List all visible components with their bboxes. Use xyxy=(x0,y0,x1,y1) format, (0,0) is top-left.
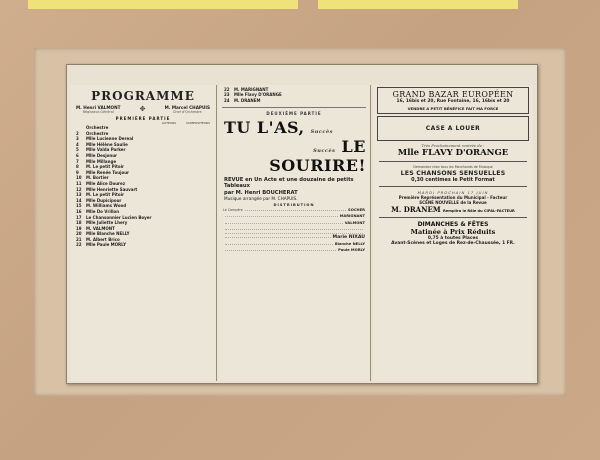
flavy-name: Mlle FLAVY D'ORANGE xyxy=(397,148,509,158)
chef xyxy=(165,105,210,114)
item-performer: Mlle Alice Dourez xyxy=(86,180,126,186)
item-number: 16 xyxy=(76,208,82,214)
leader-dots xyxy=(225,234,331,238)
item-performer: M. Bortier xyxy=(86,175,109,181)
item-number: 22 xyxy=(76,242,82,248)
succes-label-1: Succès xyxy=(310,129,333,136)
item-number: 23 xyxy=(224,92,230,98)
item-number: 8 xyxy=(76,164,79,170)
programme-staff xyxy=(70,105,216,114)
chef-name: M. Marcel CHAPUIS xyxy=(164,105,210,110)
revue-title-2-text: LE SOURIRE! xyxy=(269,137,366,176)
item-number: 13 xyxy=(76,192,82,198)
col-compositeurs: COMPOSITEURS xyxy=(186,121,210,125)
leader-dots xyxy=(225,241,333,245)
item-performer: Mlle Dupicipour xyxy=(86,197,122,203)
fleur-ornament-icon: ✥ xyxy=(139,105,146,113)
flavy-intro: Très Prochainement rentrée de : xyxy=(421,143,485,148)
tape-strip-right xyxy=(318,0,518,9)
item-performer: M. Williams Wood xyxy=(86,203,127,209)
revue-top-list xyxy=(218,85,370,105)
item-performer: Mlle Valda Parker xyxy=(86,147,126,153)
chef-role: Chef d'Orchestre xyxy=(173,110,202,114)
item-number: 4 xyxy=(76,141,79,147)
dranem-line xyxy=(373,205,533,214)
item-performer: M. VALMONT xyxy=(86,225,115,231)
revue-description xyxy=(218,175,370,201)
actor-name: Blanche NELLY xyxy=(334,241,365,246)
item-number: 14 xyxy=(76,197,82,203)
revue-panel xyxy=(218,85,371,381)
item-number: 12 xyxy=(76,186,82,192)
programme-panel xyxy=(70,85,217,381)
item-number: 6 xyxy=(76,152,79,158)
item-performer: Mlle Desjonur xyxy=(86,152,118,158)
role-name: Le Compère xyxy=(223,208,243,213)
tape-strip-left xyxy=(28,0,298,9)
bazar-slogan: VENDRE A PETIT BÉNÉFICE FAIT MA FORCE xyxy=(407,106,499,111)
item-performer: Orchestre xyxy=(86,130,109,136)
premiere-line1: Première Représentation du Municipal - Facteur xyxy=(398,194,508,200)
item-title xyxy=(76,242,210,248)
item-performer: M. Le petit Pitoir xyxy=(86,164,125,170)
divider xyxy=(379,186,527,187)
actor-name: Paule MORLY xyxy=(338,248,365,253)
revue-title-line1 xyxy=(218,118,370,137)
distribution-list xyxy=(218,207,370,253)
item-number: 22 xyxy=(224,87,230,92)
actor-name: Marie NIXAU xyxy=(332,235,365,241)
distribution-row xyxy=(223,247,365,253)
chansons-title: LES CHANSONS SENSUELLES xyxy=(400,169,506,177)
item-performer: M. Albert Brico xyxy=(86,236,120,242)
item-performer: M. MARIGNANT xyxy=(234,87,269,92)
regisseur-name: M. Henri VALMONT xyxy=(76,105,121,110)
item-performer: Mlle Paule MORLY xyxy=(86,242,126,248)
item-performer: M. Le petit Pitoir xyxy=(86,192,125,198)
item-performer: Mlle Lucienne Dereal xyxy=(86,136,134,142)
item-number: 3 xyxy=(76,136,79,142)
ads-panel xyxy=(373,85,533,381)
programme-title: PROGRAMME xyxy=(91,89,195,103)
item-number: 17 xyxy=(76,214,82,220)
premiere-line2: SCÈNE NOUVELLE de la Revue xyxy=(419,200,487,205)
divider xyxy=(222,107,366,108)
item-number: 9 xyxy=(76,169,79,175)
item-performer: Mlle Millange xyxy=(86,158,117,164)
item-number: 18 xyxy=(76,220,82,226)
item-number: 24 xyxy=(224,97,230,103)
item-performer: Le Chansonnier Lucien Boyer xyxy=(86,214,152,220)
music-line: Musique arrangée par M. CHAPUIS. xyxy=(224,195,298,201)
item-performer: Mlle Flavy D'ORANGE xyxy=(234,92,282,98)
item-number: 7 xyxy=(76,158,79,164)
case-ad xyxy=(377,116,529,141)
divider xyxy=(379,217,527,218)
item-number: 15 xyxy=(76,203,82,209)
leader-dots xyxy=(245,207,346,211)
revue-title-1-text: TU L'AS, xyxy=(224,118,305,138)
item-number: 10 xyxy=(76,175,82,181)
dranem-name: M. DRANEM xyxy=(391,205,441,215)
item-performer: Mlle Renée Toujour xyxy=(86,169,130,175)
chansons-intro: Demandez chez tous les Marchands de Musique xyxy=(413,165,493,169)
case-a-louer: CASE A LOUER xyxy=(425,125,481,132)
chansons-price: 0,30 centimes le Petit Format xyxy=(411,176,495,183)
matinee: Matinée à Prix Réduits xyxy=(410,228,496,237)
regisseur-role: Régisseur-Général xyxy=(82,110,114,114)
actor-name: SOCHER xyxy=(348,208,365,213)
item-number: 2 xyxy=(76,130,79,136)
succes-label-2: Succès xyxy=(313,148,336,155)
mardi-date: MARDI PROCHAIN 17 JUIN xyxy=(417,189,489,195)
part-heading: PREMIÈRE PARTIE xyxy=(115,116,171,121)
item-performer: Mlle Henriette Sauvart xyxy=(86,186,138,192)
item-number: 20 xyxy=(76,231,82,237)
divider xyxy=(379,161,527,162)
revue-title-line2 xyxy=(218,137,370,175)
item-number: 19 xyxy=(76,225,82,231)
dranem-role: Remplira le Rôle du CIPAL-FACTEUR xyxy=(443,209,515,214)
col-auteurs: AUTEURS xyxy=(161,121,177,125)
bazar-address: 16, 16bis et 20, Rue Fontaine, 16, 16bis et 20 xyxy=(396,99,510,104)
part-heading-2: DEUXIÈME PARTIE xyxy=(266,111,322,117)
actor-name: VALMONT xyxy=(344,220,365,225)
item-performer: Orchestre xyxy=(86,125,109,130)
avant-scenes: Avant-Scènes et Loges de Rez-de-Chaussée, 1 FR. xyxy=(391,241,515,247)
dimanches: DIMANCHES & FÊTES xyxy=(417,221,489,229)
author-line: par M. Henri BOUCHERAT xyxy=(224,189,298,196)
item-performer: M. DRANEM xyxy=(234,97,261,103)
bazar-title: GRAND BAZAR EUROPÉEN xyxy=(392,90,514,99)
leader-dots xyxy=(225,220,343,224)
item-performer: Mlle Do Vrillon xyxy=(86,208,120,214)
programme-list xyxy=(70,125,216,248)
item-performer: Mlle Juliette Lhery xyxy=(86,220,128,226)
programme-sheet xyxy=(66,64,538,384)
item-number: 5 xyxy=(76,147,79,153)
regisseur xyxy=(76,105,120,114)
item-performer: Mlle Hélène Saulie xyxy=(86,141,128,147)
distribution-heading: DISTRIBUTION xyxy=(273,203,315,208)
list-item xyxy=(224,98,364,103)
bazar-ad xyxy=(377,87,529,114)
item-number: 21 xyxy=(76,236,82,242)
leader-dots xyxy=(225,213,338,217)
prices: 0,75 à toutes Places xyxy=(427,236,479,242)
item-performer: Mlle Blanche NELLY xyxy=(86,231,130,237)
leader-dots xyxy=(225,247,336,251)
item-number: 11 xyxy=(76,180,82,186)
revue-text: REVUE en Un Acte et une douzaine de petits Tableaux xyxy=(224,177,354,190)
actor-name: MARIGNANT xyxy=(339,214,365,219)
list-item xyxy=(70,242,216,248)
